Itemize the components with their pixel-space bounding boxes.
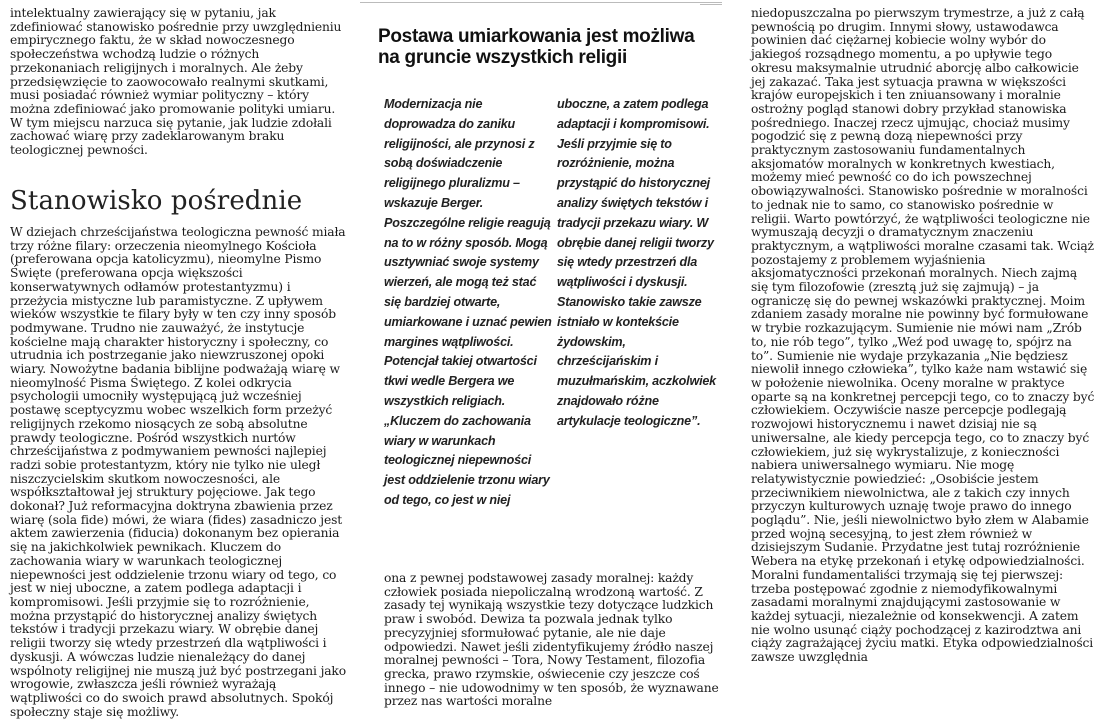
right-body-paragraph: niedopuszczalna po pierwszym trymestrze, a już z całą pewnością po drugim. Innymi słowy, ustawodawca powinien dać ciężarnej kobiecie wolny wybór do jakiegoś rozsądnego momentu, a po upływie tego okresu maksymalnie utrudnić aborcję albo całkowicie jej zakazać. Taka jest sytuacja prawna w większości krajów europejskich i ten zniuansowany i moralnie ostrożny pogląd stanowi dobry przykład stanowiska pośredniego. Inaczej rzecz ujmując, chociaż musimy pogodzić się z pewną dozą niepewności przy praktycznym zastosowaniu fundamentalnych aksjomatów moralnych w konkretnych kwestiach, możemy mieć pewność co do ich powszechnej obowiązywalności. Stanowisko pośrednie w moralności to jednak nie to samo, co stanowisko pośrednie w religii. Warto powtórzyć, że wątpliwości teologiczne nie wymuszają decyzji o dramatycznym znaczeniu praktycznym, a wątpliwości moralne czasami tak. Wciąż pozostajemy z problemem wyjaśnienia aksjomatyczności przekonań moralnych. Niech zajmą się tym filozofowie (zresztą już się zajmują) – ja ograniczę się do pewnej wskazówki praktycznej. Moim zdaniem zasady moralne nie powinny być formułowane w trybie rozkazującym. Sumienie nie mówi nam „Zrób to, nie rób tego”, tylko „Weź pod uwagę to, spójrz na to”. Sumienie nie wydaje przykazania „Nie będziesz niewolił innego człowieka”, tylko każe nam wstawić się w położenie niewolnika. Oceny moralne w praktyce oparte są na konkretnej percepcji tego, co to znaczy być człowiekiem. Oczywiście nasze percepcje podlegają rozwojowi historycznemu i nawet dzisiaj nie są uniwersalne, ale kiedy percepcja tego, co to znaczy być człowiekiem, już się wykrystalizuje, z konieczności nabiera uniwersalnego wymiaru. Nie mogę relatywistycznie powiedzieć: „Osobiście jestem przeciwnikiem niewolnictwa, ale z takich czy innych przyczyn kulturowych uznaję twoje prawo do innego poglądu”. Nie, jeśli niewolnictwo było złem w Alabamie przed wojną secesyjną, to jest złem również w dzisiejszym Sudanie. Przydatne jest tutaj rozróżnienie Webera na etykę przekonań i etykę odpowiedzialności. Moralni fundamentaliści trzymają się tej pierwszej: trzeba postępować zgodnie z niemodyfikowalnymi zasadami moralnymi znajdującymi zastosowanie w każdej sytuacji, niezależnie od konsekwencji. A zatem nie wolno usunąć ciąży pochodzącej z kazirodztwa ani ciąży zagrażającej życiu matki. Etyka odpowiedzialności zawsze uwzględnia [751, 6, 1095, 665]
section-heading: Stanowisko pośrednie [10, 186, 303, 216]
middle-body-paragraph: ona z pewnej podstawowej zasady moralnej: każdy człowiek posiada niepoliczalną wrodzoną wartość. Z zasady tej wynikają wszystkie tezy dotyczące ludzkich praw i swobód. Dewiza ta pozwala jednak tylko precyzyjniej sformułować pytanie, ale nie daje odpowiedzi. Nawet jeśli zidentyfikujemy źródło naszej moralnej pewności – Tora, Nowy Testament, filozofia grecka, prawo rzymskie, oświecenie czy jeszcze coś innego – nie udowodnimy w ten sposób, że wyznawane przez nas wartości moralne [384, 571, 719, 709]
sidebar-headline: Postawa umiarkowania jest możliwa na gruncie wszystkich religii [378, 26, 695, 68]
pullquote-left: Modernizacja nie doprowadza do zaniku religijności, ale przynosi z sobą doświadczenie religijnego pluralizmu – wskazuje Berger. Poszczególne religie reagują na to w różny sposób. Mogą usztywniać swoje systemy wierzeń, ale mogą też stać się bardziej otwarte, umiarkowane i uznać pewien margines wątpliwości. Potencjał takiej otwartości tkwi wedle Bergera we wszystkich religiach. „Kluczem do zachowania wiary w warunkach teologicznej niepewności jest oddzielenie trzonu wiary od tego, co jest w niej [384, 97, 552, 507]
top-rule [360, 2, 722, 3]
section-paragraph: W dziejach chrześcijaństwa teologiczna pewność miała trzy różne filary: orzeczenia nieomylnego Kościoła (preferowana opcja katolicyzmu), nieomylne Pismo Święte (preferowana opcja większości konserwatywnych odłamów protestantyzmu) i przeżycia mistyczne lub paramistyczne. Z upływem wieków wszystkie te filary były w ten czy inny sposób podmywane. Trudno nie zauważyć, że instytucje kościelne mają charakter historyczny i społeczny, co utrudnia ich postrzeganie jako niewzruszonej opoki wiary. Nowożytne badania biblijne podważają wiarę w nieomylność Pisma Świętego. Z kolei odkrycia psychologii umocniły występującą już wcześniej postawę sceptycyzmu wobec wszelkich form przeżyć religijnych rzekomo niosących ze sobą absolutne prawdy teologiczne. Pośród wszystkich nurtów chrześcijaństwa z podmywaniem pewności najlepiej radzi sobie protestantyzm, który nie tylko nie uległ niszczycielskim skutkom nowoczesności, ale współkształtował jej struktury pojęciowe. Jak tego dokonał? Już reformacyjna doktryna zbawienia przez wiarę (sola fide) mówi, że wiara (fides) zasadniczo jest aktem zawierzenia (fiducia) dokonanym bez opierania się na jakichkolwiek pewnikach. Kluczem do zachowania wiary w warunkach teologicznej niepewności jest oddzielenie trzonu wiary od tego, co jest w niej uboczne, a zatem podlega adaptacji i kompromisowi. Jeśli przyjmie się to rozróżnienie, można przystąpić do historycznej analizy świętych tekstów i tradycji przekazu wiary. W obrębie danej religii tworzy się wtedy przestrzeń dla wątpliwości i dyskusji. A wówczas ludzie nienależący do danej wspólnoty religijnej nie muszą już być postrzegani jako wrogowie, zwłaszcza jeśli również wyrażają wątpliwości co do swoich prawd absolutnych. Spokój społeczny staje się możliwy. [10, 225, 346, 719]
intro-paragraph: intelektualny zawierający się w pytaniu, jak zdefiniować stanowisko pośrednie przy uwzględnieniu empirycznego faktu, że w skład nowoczesnego społeczeństwa wchodzą ludzie o różnych przekonaniach religijnych i moralnych. Ale żeby przedsięwzięcie to zaowocowało realnymi skutkami, musi posiadać również wymiar polityczny – który można zdefiniować jako promowanie polityki umiaru. W tym miejscu narzuca się pytanie, jak ludzie zdołali zachować wiarę przy zadeklarowanym braku teologicznej pewności. [10, 6, 342, 158]
top-rule-accent [700, 4, 722, 5]
pullquote-right: uboczne, a zatem podlega adaptacji i kompromisowi. Jeśli przyjmie się to rozróżnienie, można przystąpić do historycznej analizy świętych tekstów i tradycji przekazu wiary. W obrębie danej religii tworzy się wtedy przestrzeń dla wątpliwości i dyskusji. Stanowisko takie zawsze istniało w kontekście żydowskim, chrześcijańskim i muzułmańskim, aczkolwiek znajdowało różne artykulacje teologiczne”. [557, 97, 716, 428]
